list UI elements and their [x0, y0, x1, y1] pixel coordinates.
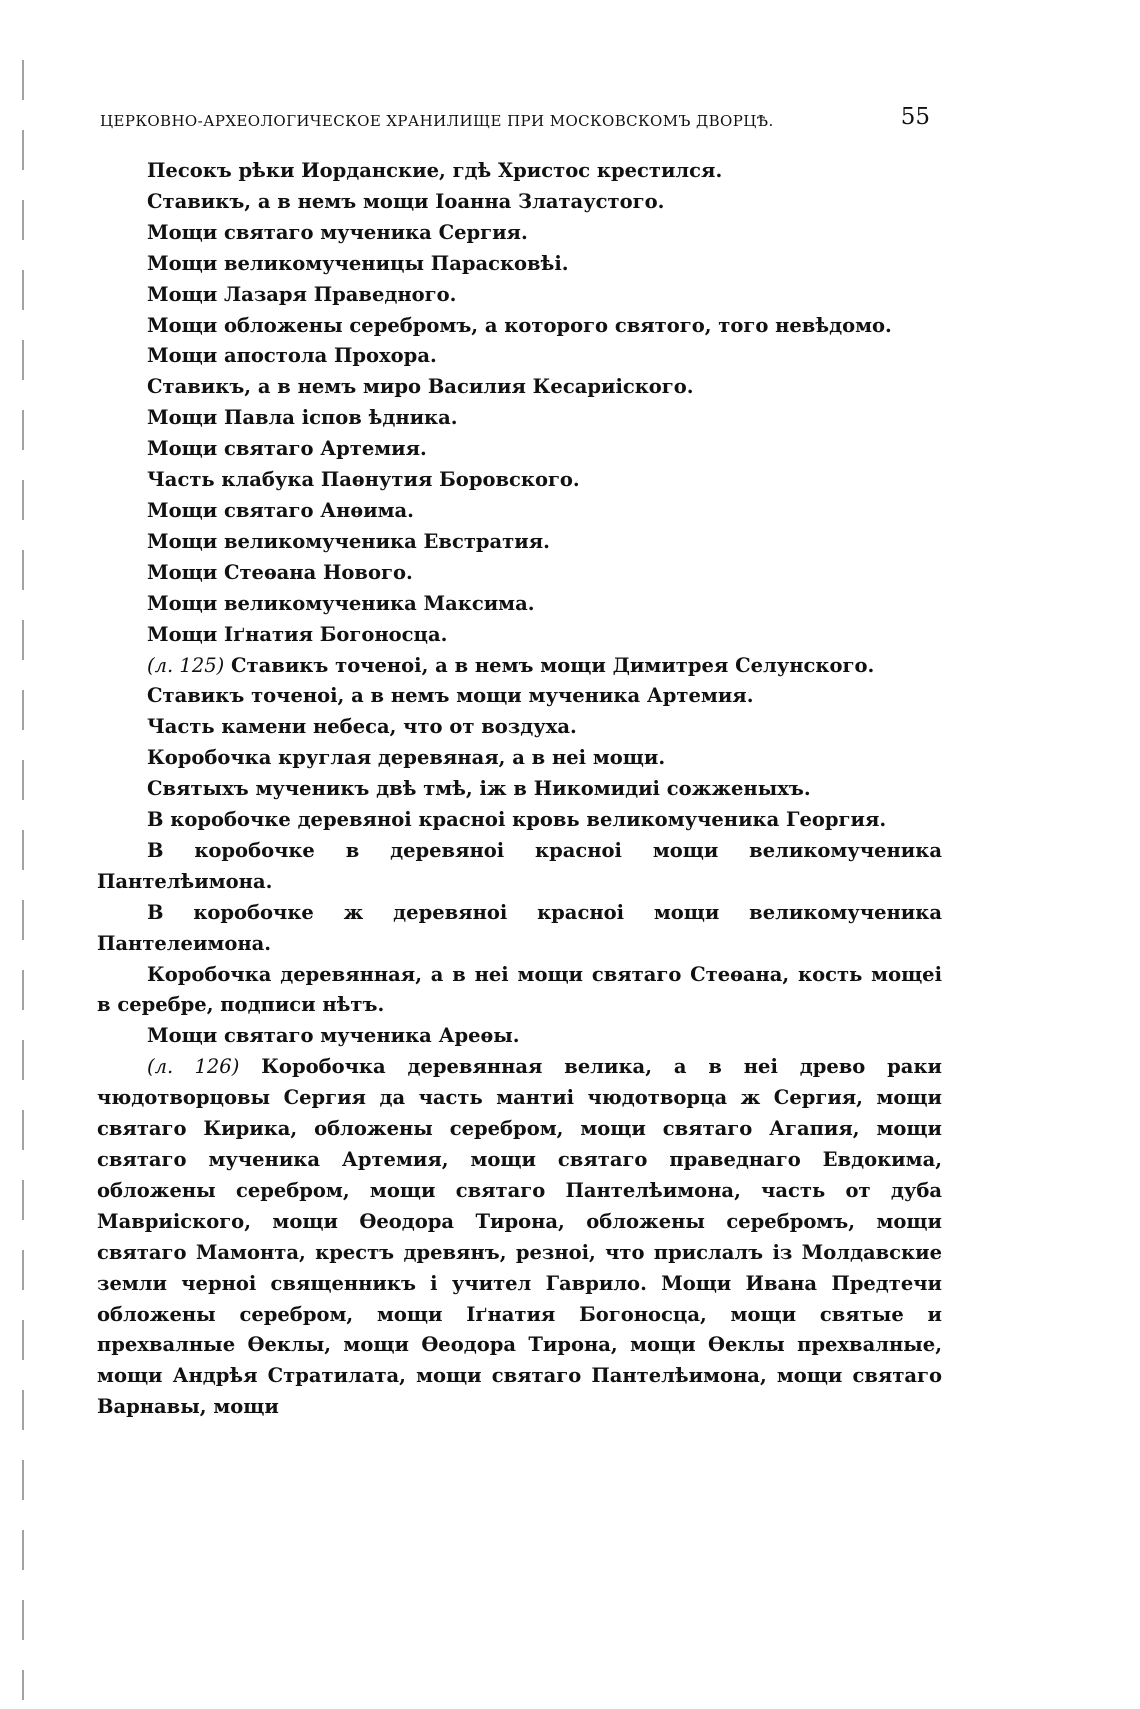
text-line: Мощи обложены серебромъ, а которого святого, того невѣдомо.: [147, 313, 892, 337]
text-line: Песокъ рѣки Иорданские, гдѣ Христос крестился.: [147, 159, 723, 182]
folio-126-text: Коробочка деревянная велика, а в неі древо раки чюдотворцовы Сергия да часть мантиі чюдотворца ж Сергия, мощи святаго Кирика, обложены серебром, мощи святаго Агапия, мощи святаго мученика Артемия, мощи святаго праведнаго Евдокима, обложены серебром, мощи святаго Пантелѣимона, часть от дуба Мавриіского, мощи Ѳеодора Тирона, обложены серебромъ, мощи святаго Мамонта, крестъ древянъ, резноі, что прислалъ із Молдавские земли черноі священникъ і учител Гаврило. Мощи Ивана Предтечи обложены серебром, мощи Іґнатия Богоносца, мощи святые и прехвалные Ѳеклы, мощи Ѳеодора Тирона, мощи Ѳеклы прехвалные, мощи Андрѣя Стратилата, мощи святаго Пантелѣимона, мощи святаго Варнавы, мощи: [97, 1055, 942, 1419]
text-line: Мощи Лазаря Праведного.: [147, 282, 457, 306]
paragraph-text: Мощи святаго мученика Ареѳы.: [147, 1024, 520, 1048]
text-line: Мощи Павла іспов ѣдника.: [147, 406, 458, 430]
paragraph-text: Коробочка деревянная, а в неі мощи святаго Стеѳана, кость мощеі в серебре, подписи нѣтъ.: [97, 962, 942, 1017]
text-line: Ставикъ, а в немъ мощи Іоанна Златаустого.: [147, 189, 665, 213]
text-line: Мощи святаго Анѳима.: [147, 498, 414, 522]
page-number: 55: [900, 104, 930, 130]
folio-marker-125: (л. 125): [147, 653, 225, 677]
paragraph: [97, 960, 942, 1022]
folio-126-paragraph: [97, 1052, 942, 1423]
folio-marker-126: (л. 126): [147, 1055, 240, 1079]
body-text: [97, 156, 942, 1423]
text-line: Мощи Стеѳана Нового.: [147, 560, 413, 584]
text-line: Часть камени небеса, что от воздуха.: [147, 715, 577, 739]
running-head: [100, 104, 930, 140]
paragraph: [97, 1021, 942, 1052]
paragraph-text: В коробочке ж деревяноі красноі мощи великомученика Пантелеимона.: [97, 900, 942, 955]
paragraph: [97, 836, 942, 898]
text-line: Коробочка круглая деревяная, а в неі мощи.: [147, 746, 666, 770]
text-line: Мощи святаго мученика Сергия.: [147, 220, 528, 244]
text-line: Мощи великомученика Евстратия.: [147, 529, 550, 553]
text-line: В коробочке деревяноі красноі кровь великомученика Георгия.: [147, 808, 887, 832]
paragraph: [97, 898, 942, 960]
text-line: Мощи великомученика Максима.: [147, 591, 535, 615]
text-line: Мощи великомученицы Парасковѣі.: [147, 251, 569, 275]
scan-margin-rule: [22, 60, 24, 1700]
text-line: Часть клабука Паѳнутия Боровского.: [147, 468, 580, 492]
text-line: Ставикъ точеноі, а в немъ мощи мученика Артемия.: [147, 684, 754, 708]
folio-126-text-block: [97, 1052, 942, 1423]
folio-125-text: Ставикъ точеноі, а в немъ мощи Димитрея Селунского.: [224, 653, 875, 677]
text-line: Мощи святаго Артемия.: [147, 437, 427, 461]
paragraph-text: В коробочке в деревяноі красноі мощи великомученика Пантелѣимона.: [97, 838, 942, 893]
running-title: ЦЕРКОВНО-АРХЕОЛОГИЧЕСКОЕ ХРАНИЛИЩЕ ПРИ МОСКОВСКОМЪ ДВОРЦѢ.: [100, 112, 774, 130]
text-line: Ставикъ, а в немъ миро Василия Кесариіского.: [147, 375, 694, 399]
text-line: Святыхъ мученикъ двѣ тмѣ, іж в Никомидиі сожженыхъ.: [147, 777, 811, 801]
folio-125-line: [147, 651, 942, 682]
text-line: Мощи апостола Прохора.: [147, 344, 437, 368]
text-line: Мощи Іґнатия Богоносца.: [147, 622, 448, 646]
